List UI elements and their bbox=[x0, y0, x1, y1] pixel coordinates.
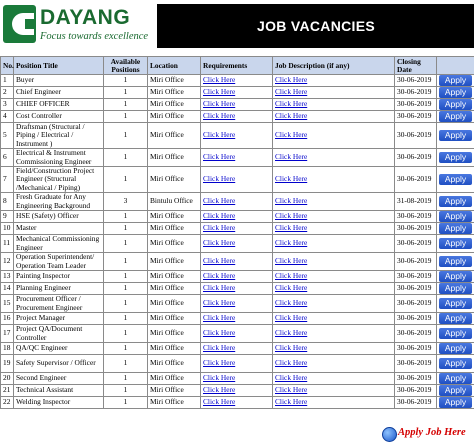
apply-button[interactable]: Apply bbox=[439, 373, 472, 384]
location: Bintulu Office bbox=[148, 193, 201, 211]
requirements-link[interactable]: Click Here bbox=[201, 271, 273, 283]
apply-button[interactable]: Apply bbox=[439, 174, 472, 185]
available-positions: 3 bbox=[104, 193, 148, 211]
apply-cell bbox=[437, 123, 474, 149]
table-row bbox=[1, 167, 474, 193]
table-row bbox=[1, 75, 474, 87]
table-row bbox=[1, 253, 474, 271]
row-number: 21 bbox=[1, 385, 14, 397]
apply-button[interactable]: Apply bbox=[439, 87, 472, 98]
available-positions: 1 bbox=[104, 211, 148, 223]
location: Miri Office bbox=[148, 373, 201, 385]
apply-cell bbox=[437, 355, 474, 373]
company-tagline: Focus towards excellence bbox=[40, 31, 149, 42]
job-description-link[interactable]: Click Here bbox=[273, 111, 395, 123]
globe-icon bbox=[382, 427, 397, 442]
available-positions: 1 bbox=[104, 149, 148, 167]
page-title: JOB VACANCIES bbox=[257, 18, 375, 34]
column-header-available-positions: Available Positions bbox=[104, 57, 148, 75]
closing-date: 30-06-2019 bbox=[395, 271, 437, 283]
row-number: 22 bbox=[1, 397, 14, 409]
available-positions: 1 bbox=[104, 253, 148, 271]
location: Miri Office bbox=[148, 355, 201, 373]
job-description-link[interactable]: Click Here bbox=[273, 355, 395, 373]
available-positions: 1 bbox=[104, 75, 148, 87]
position-title: Welding Inspector bbox=[14, 397, 104, 409]
apply-cell bbox=[437, 343, 474, 355]
available-positions: 1 bbox=[104, 397, 148, 409]
available-positions: 1 bbox=[104, 355, 148, 373]
available-positions: 1 bbox=[104, 87, 148, 99]
closing-date: 30-06-2019 bbox=[395, 325, 437, 343]
job-description-link[interactable]: Click Here bbox=[273, 193, 395, 211]
closing-date: 30-06-2019 bbox=[395, 235, 437, 253]
position-title: Chief Engineer bbox=[14, 87, 104, 99]
available-positions: 1 bbox=[104, 167, 148, 193]
apply-cell bbox=[437, 271, 474, 283]
position-title: QA/QC Engineer bbox=[14, 343, 104, 355]
position-title: Technical Assistant bbox=[14, 385, 104, 397]
job-description-link[interactable]: Click Here bbox=[273, 75, 395, 87]
closing-date: 30-06-2019 bbox=[395, 223, 437, 235]
row-number: 19 bbox=[1, 355, 14, 373]
closing-date: 30-06-2019 bbox=[395, 75, 437, 87]
table-row bbox=[1, 325, 474, 343]
location: Miri Office bbox=[148, 295, 201, 313]
apply-button[interactable]: Apply bbox=[439, 152, 472, 163]
apply-cell bbox=[437, 253, 474, 271]
column-header-apply bbox=[437, 57, 474, 75]
row-number: 12 bbox=[1, 253, 14, 271]
row-number: 11 bbox=[1, 235, 14, 253]
apply-cell bbox=[437, 325, 474, 343]
available-positions: 1 bbox=[104, 271, 148, 283]
table-row bbox=[1, 271, 474, 283]
position-title: Cost Controller bbox=[14, 111, 104, 123]
apply-cell bbox=[437, 87, 474, 99]
job-description-link[interactable]: Click Here bbox=[273, 397, 395, 409]
row-number: 7 bbox=[1, 167, 14, 193]
position-title: Second Engineer bbox=[14, 373, 104, 385]
requirements-link[interactable]: Click Here bbox=[201, 373, 273, 385]
page-header bbox=[0, 0, 474, 55]
table-row bbox=[1, 385, 474, 397]
position-title: Master bbox=[14, 223, 104, 235]
position-title: Mechanical Commissioning Engineer bbox=[14, 235, 104, 253]
job-description-link[interactable]: Click Here bbox=[273, 325, 395, 343]
column-header-requirements: Requirements bbox=[201, 57, 273, 75]
job-description-link[interactable]: Click Here bbox=[273, 223, 395, 235]
position-title: Operation Superintendent/ Operation Team Leader bbox=[14, 253, 104, 271]
table-row bbox=[1, 355, 474, 373]
apply-cell bbox=[437, 313, 474, 325]
column-header-closing-date: Closing Date bbox=[395, 57, 437, 75]
apply-button[interactable]: Apply bbox=[439, 99, 472, 110]
row-number: 10 bbox=[1, 223, 14, 235]
location: Miri Office bbox=[148, 271, 201, 283]
position-title: Safety Supervisor / Officer bbox=[14, 355, 104, 373]
requirements-link[interactable]: Click Here bbox=[201, 343, 273, 355]
job-rows bbox=[1, 75, 474, 409]
job-description-link[interactable]: Click Here bbox=[273, 149, 395, 167]
job-vacancies-table bbox=[0, 56, 474, 409]
closing-date: 30-06-2019 bbox=[395, 149, 437, 167]
requirements-link[interactable]: Click Here bbox=[201, 385, 273, 397]
location: Miri Office bbox=[148, 223, 201, 235]
dayang-logo-icon bbox=[3, 5, 36, 43]
job-description-link[interactable]: Click Here bbox=[273, 99, 395, 111]
apply-button[interactable]: Apply bbox=[439, 130, 472, 141]
closing-date: 30-06-2019 bbox=[395, 111, 437, 123]
row-number: 5 bbox=[1, 123, 14, 149]
location: Miri Office bbox=[148, 167, 201, 193]
closing-date: 30-06-2019 bbox=[395, 87, 437, 99]
table-row bbox=[1, 111, 474, 123]
position-title: Draftsman (Structural / Piping / Electrical / Instrument ) bbox=[14, 123, 104, 149]
location: Miri Office bbox=[148, 343, 201, 355]
job-description-link[interactable]: Click Here bbox=[273, 313, 395, 325]
requirements-link[interactable]: Click Here bbox=[201, 111, 273, 123]
job-description-link[interactable]: Click Here bbox=[273, 385, 395, 397]
available-positions: 1 bbox=[104, 99, 148, 111]
closing-date: 30-06-2019 bbox=[395, 99, 437, 111]
page-title-bar bbox=[157, 4, 474, 48]
job-description-link[interactable]: Click Here bbox=[273, 373, 395, 385]
table-row bbox=[1, 235, 474, 253]
apply-cell bbox=[437, 385, 474, 397]
row-number: 20 bbox=[1, 373, 14, 385]
column-header-no: No. bbox=[1, 57, 14, 75]
closing-date: 30-06-2019 bbox=[395, 373, 437, 385]
apply-button[interactable]: Apply bbox=[439, 111, 472, 122]
closing-date: 30-06-2019 bbox=[395, 355, 437, 373]
apply-cell bbox=[437, 149, 474, 167]
position-title: Procurement Officer / Procurement Engineer bbox=[14, 295, 104, 313]
apply-button[interactable]: Apply bbox=[439, 313, 472, 324]
table-row bbox=[1, 343, 474, 355]
requirements-link[interactable]: Click Here bbox=[201, 149, 273, 167]
available-positions: 1 bbox=[104, 223, 148, 235]
table-row bbox=[1, 223, 474, 235]
position-title: Fresh Graduate for Any Engineering Background bbox=[14, 193, 104, 211]
requirements-link[interactable]: Click Here bbox=[201, 325, 273, 343]
job-description-link[interactable]: Click Here bbox=[273, 235, 395, 253]
available-positions: 1 bbox=[104, 283, 148, 295]
table-row bbox=[1, 211, 474, 223]
position-title: Project QA/Document Controller bbox=[14, 325, 104, 343]
requirements-link[interactable]: Click Here bbox=[201, 283, 273, 295]
requirements-link[interactable]: Click Here bbox=[201, 295, 273, 313]
table-header-row bbox=[1, 57, 474, 75]
row-number: 9 bbox=[1, 211, 14, 223]
table-row bbox=[1, 87, 474, 99]
position-title: Painting Inspector bbox=[14, 271, 104, 283]
position-title: Buyer bbox=[14, 75, 104, 87]
job-description-link[interactable]: Click Here bbox=[273, 167, 395, 193]
apply-button[interactable]: Apply bbox=[439, 328, 472, 339]
table-row bbox=[1, 295, 474, 313]
row-number: 15 bbox=[1, 295, 14, 313]
row-number: 1 bbox=[1, 75, 14, 87]
location: Miri Office bbox=[148, 75, 201, 87]
company-name: DAYANG bbox=[40, 6, 131, 29]
job-description-link[interactable]: Click Here bbox=[273, 211, 395, 223]
position-title: Electrical & Instrument Commissioning Engineer bbox=[14, 149, 104, 167]
table-row bbox=[1, 149, 474, 167]
apply-button[interactable]: Apply bbox=[439, 358, 472, 369]
available-positions: 1 bbox=[104, 313, 148, 325]
location: Miri Office bbox=[148, 211, 201, 223]
apply-job-here-label: Apply Job Here bbox=[398, 427, 466, 438]
requirements-link[interactable]: Click Here bbox=[201, 75, 273, 87]
table-row bbox=[1, 313, 474, 325]
position-title: Project Manager bbox=[14, 313, 104, 325]
apply-button[interactable]: Apply bbox=[439, 223, 472, 234]
requirements-link[interactable]: Click Here bbox=[201, 99, 273, 111]
apply-cell bbox=[437, 235, 474, 253]
location: Miri Office bbox=[148, 111, 201, 123]
table-row bbox=[1, 99, 474, 111]
apply-cell bbox=[437, 193, 474, 211]
apply-job-here-link[interactable] bbox=[382, 425, 474, 443]
apply-cell bbox=[437, 295, 474, 313]
table-row bbox=[1, 373, 474, 385]
apply-cell bbox=[437, 397, 474, 409]
row-number: 18 bbox=[1, 343, 14, 355]
requirements-link[interactable]: Click Here bbox=[201, 193, 273, 211]
apply-button[interactable]: Apply bbox=[439, 238, 472, 249]
job-description-link[interactable]: Click Here bbox=[273, 87, 395, 99]
apply-cell bbox=[437, 75, 474, 87]
closing-date: 30-06-2019 bbox=[395, 253, 437, 271]
apply-button[interactable]: Apply bbox=[439, 211, 472, 222]
row-number: 3 bbox=[1, 99, 14, 111]
location: Miri Office bbox=[148, 149, 201, 167]
column-header-position-title: Position Title bbox=[14, 57, 104, 75]
location: Miri Office bbox=[148, 397, 201, 409]
apply-cell bbox=[437, 167, 474, 193]
table-row bbox=[1, 193, 474, 211]
job-description-link[interactable]: Click Here bbox=[273, 253, 395, 271]
closing-date: 30-06-2019 bbox=[395, 343, 437, 355]
job-description-link[interactable]: Click Here bbox=[273, 343, 395, 355]
row-number: 8 bbox=[1, 193, 14, 211]
job-description-link[interactable]: Click Here bbox=[273, 295, 395, 313]
apply-button[interactable]: Apply bbox=[439, 385, 472, 396]
column-header-location: Location bbox=[148, 57, 201, 75]
requirements-link[interactable]: Click Here bbox=[201, 123, 273, 149]
closing-date: 30-06-2019 bbox=[395, 397, 437, 409]
position-title: Planning Engineer bbox=[14, 283, 104, 295]
available-positions: 1 bbox=[104, 123, 148, 149]
apply-button[interactable]: Apply bbox=[439, 256, 472, 267]
requirements-link[interactable]: Click Here bbox=[201, 355, 273, 373]
row-number: 16 bbox=[1, 313, 14, 325]
table-row bbox=[1, 397, 474, 409]
closing-date: 30-06-2019 bbox=[395, 385, 437, 397]
available-positions: 1 bbox=[104, 295, 148, 313]
requirements-link[interactable]: Click Here bbox=[201, 397, 273, 409]
requirements-link[interactable]: Click Here bbox=[201, 167, 273, 193]
location: Miri Office bbox=[148, 313, 201, 325]
requirements-link[interactable]: Click Here bbox=[201, 253, 273, 271]
table-row bbox=[1, 123, 474, 149]
available-positions: 1 bbox=[104, 325, 148, 343]
position-title: HSE (Safety) Officer bbox=[14, 211, 104, 223]
closing-date: 30-06-2019 bbox=[395, 211, 437, 223]
available-positions: 1 bbox=[104, 385, 148, 397]
apply-cell bbox=[437, 211, 474, 223]
row-number: 2 bbox=[1, 87, 14, 99]
row-number: 13 bbox=[1, 271, 14, 283]
row-number: 4 bbox=[1, 111, 14, 123]
apply-button[interactable]: Apply bbox=[439, 196, 472, 207]
available-positions: 1 bbox=[104, 343, 148, 355]
job-description-link[interactable]: Click Here bbox=[273, 271, 395, 283]
closing-date: 31-08-2019 bbox=[395, 193, 437, 211]
requirements-link[interactable]: Click Here bbox=[201, 211, 273, 223]
row-number: 14 bbox=[1, 283, 14, 295]
requirements-link[interactable]: Click Here bbox=[201, 87, 273, 99]
apply-button[interactable]: Apply bbox=[439, 298, 472, 309]
position-title: Field/Construction Project Engineer (Structural /Mechanical / Piping) bbox=[14, 167, 104, 193]
apply-cell bbox=[437, 283, 474, 295]
available-positions: 1 bbox=[104, 235, 148, 253]
closing-date: 30-06-2019 bbox=[395, 295, 437, 313]
apply-cell bbox=[437, 111, 474, 123]
apply-button[interactable]: Apply bbox=[439, 75, 472, 86]
apply-button[interactable]: Apply bbox=[439, 283, 472, 294]
position-title: CHIEF OFFICER bbox=[14, 99, 104, 111]
row-number: 6 bbox=[1, 149, 14, 167]
apply-cell bbox=[437, 373, 474, 385]
table-row bbox=[1, 283, 474, 295]
location: Miri Office bbox=[148, 99, 201, 111]
closing-date: 30-06-2019 bbox=[395, 167, 437, 193]
location: Miri Office bbox=[148, 235, 201, 253]
apply-button[interactable]: Apply bbox=[439, 343, 472, 354]
location: Miri Office bbox=[148, 283, 201, 295]
requirements-link[interactable]: Click Here bbox=[201, 235, 273, 253]
location: Miri Office bbox=[148, 87, 201, 99]
location: Miri Office bbox=[148, 385, 201, 397]
requirements-link[interactable]: Click Here bbox=[201, 223, 273, 235]
location: Miri Office bbox=[148, 123, 201, 149]
closing-date: 30-06-2019 bbox=[395, 283, 437, 295]
job-description-link[interactable]: Click Here bbox=[273, 123, 395, 149]
available-positions: 1 bbox=[104, 111, 148, 123]
closing-date: 30-06-2019 bbox=[395, 313, 437, 325]
apply-cell bbox=[437, 99, 474, 111]
company-logo[interactable] bbox=[0, 0, 154, 50]
available-positions: 1 bbox=[104, 373, 148, 385]
job-description-link[interactable]: Click Here bbox=[273, 283, 395, 295]
closing-date: 30-06-2019 bbox=[395, 123, 437, 149]
requirements-link[interactable]: Click Here bbox=[201, 313, 273, 325]
column-header-job-description: Job Description (if any) bbox=[273, 57, 395, 75]
row-number: 17 bbox=[1, 325, 14, 343]
apply-button[interactable]: Apply bbox=[439, 397, 472, 408]
location: Miri Office bbox=[148, 253, 201, 271]
location: Miri Office bbox=[148, 325, 201, 343]
apply-cell bbox=[437, 223, 474, 235]
apply-button[interactable]: Apply bbox=[439, 271, 472, 282]
